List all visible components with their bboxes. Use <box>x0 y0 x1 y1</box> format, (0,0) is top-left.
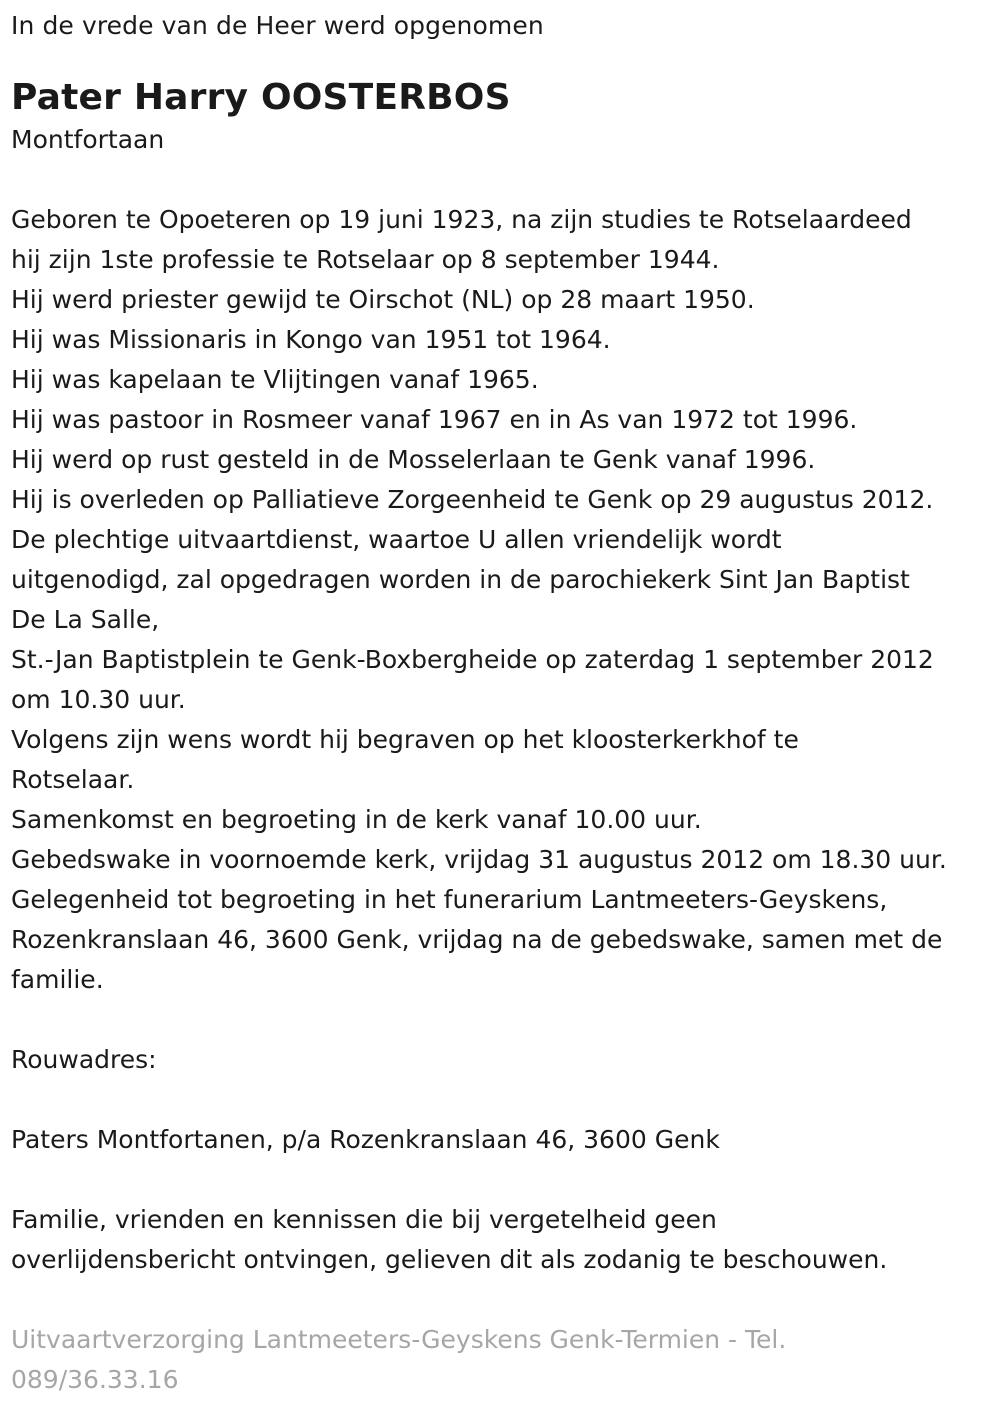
deceased-role: Montfortaan <box>11 125 165 154</box>
notice-note: Familie, vrienden en kennissen die bij vergetelheid geen overlijdensbericht ontvingen, gelieven dit als zodanig te beschouwen. <box>11 1205 888 1274</box>
obituary-body: Geboren te Opoeteren op 19 juni 1923, na zijn studies te Rotselaardeed hij zijn 1ste professie te Rotselaar op 8 september 1944. Hij werd priester gewijd te Oirschot (NL) op 28 maart 1950. Hij was Missionaris in Kongo van 1951 tot 1964. Hij was kapelaan te Vlijtingen vanaf 1965. Hij was pastoor in Rosmeer vanaf 1967 en in As van 1972 tot 1996. Hij werd op rust gesteld in de Mosselerlaan te Genk vanaf 1996. Hij is overleden op Palliatieve Zorgeenheid te Genk op 29 augustus 2012. De plechtige uitvaartdienst, waartoe U allen vriendelijk wordt uitgenodigd, zal opgedragen worden in de parochiekerk Sint Jan Baptist De La Salle, St.-Jan Baptistplein te Genk-Boxbergheide op zaterdag 1 september 2012 om 10.30 uur. Volgens zijn wens wordt hij begraven op het kloosterkerkhof te Rotselaar. Samenkomst en begroeting in de kerk vanaf 10.00 uur. Gebedswake in voornoemde kerk, vrijdag 31 augustus 2012 om 18.30 uur. Gelegenheid tot begroeting in het funerarium Lantmeeters-Geyskens, Rozenkranslaan 46, 3600 Genk, vrijdag na de gebedswake, samen met de familie. <box>11 205 947 994</box>
address-label: Rouwadres: <box>11 1045 157 1074</box>
funeral-home-footer: Uitvaartverzorging Lantmeeters-Geyskens Genk-Termien - Tel. 089/36.33.16 <box>11 1325 787 1394</box>
deceased-name: Pater Harry OOSTERBOS <box>11 77 511 118</box>
mourning-address: Paters Montfortanen, p/a Rozenkranslaan 46, 3600 Genk <box>11 1125 720 1154</box>
intro-line: In de vrede van de Heer werd opgenomen <box>11 11 544 40</box>
